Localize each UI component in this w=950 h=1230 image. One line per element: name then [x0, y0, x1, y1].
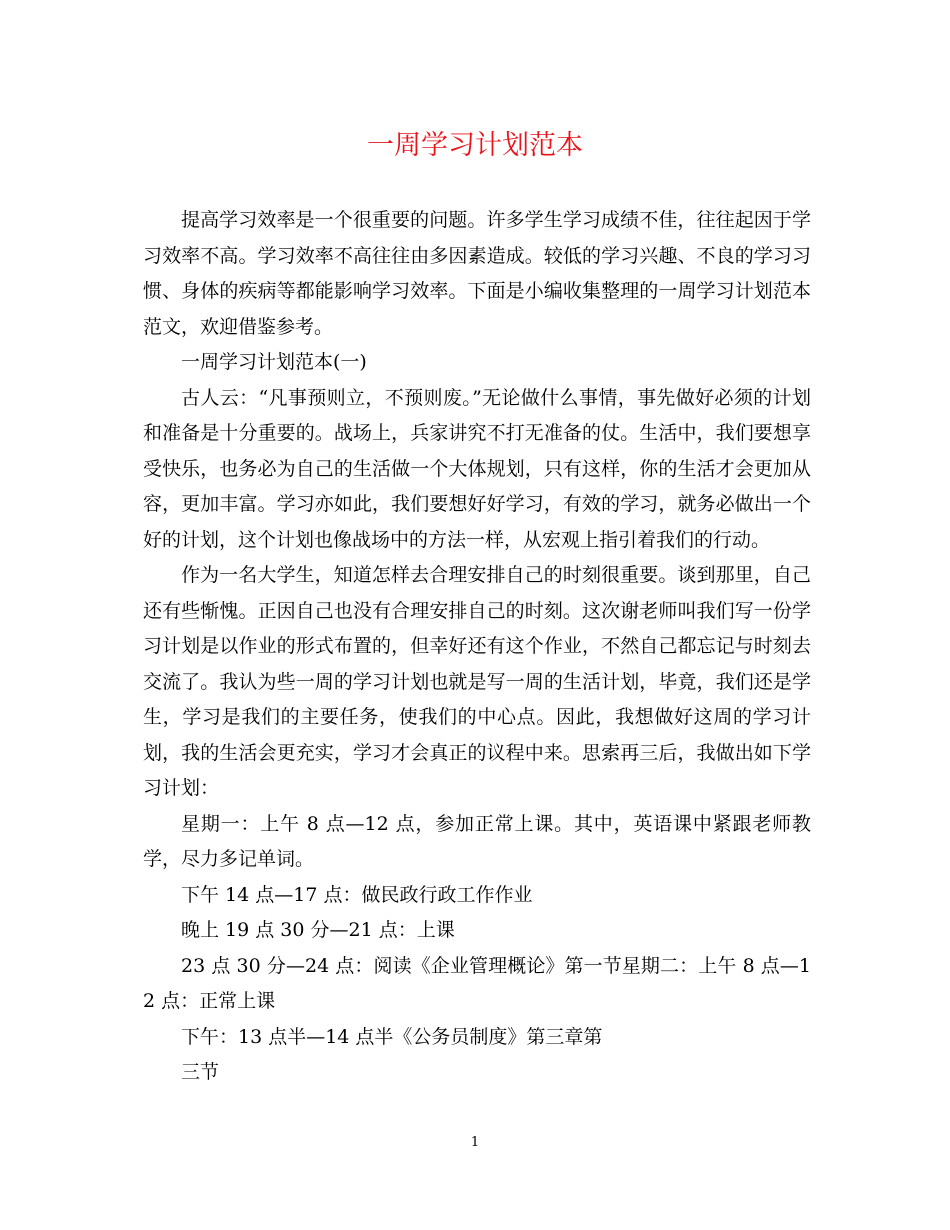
page-number: 1: [470, 1135, 480, 1150]
document-title: 一周学习计划范本: [367, 130, 583, 161]
body-paragraph: 作为一名大学生，知道怎样去合理安排自己的时刻很重要。谈到那里，自己还有些惭愧。正因自己也没有合理安排自己的时刻。这次谢老师叫我们写一份学习计划是以作业的形式布置的，但幸好还有这个作业，不然自己都忘记与时刻去交流了。我认为些一周的学习计划也就是写一周的生活计划，毕竟，我们还是学生，学习是我们的主要任务，使我们的中心点。因此，我想做好这周的学习计划，我的生活会更充实，学习才会真正的议程中来。思索再三后，我做出如下学习计划：: [143, 564, 811, 799]
section-heading: 一周学习计划范本(一): [181, 351, 367, 373]
schedule-item: 23 点 30 分—24 点：阅读《企业管理概论》第一节星期二：上午 8 点—12 点：正常上课: [143, 954, 811, 1012]
schedule-item: 下午 14 点—17 点：做民政行政工作作业: [181, 883, 533, 906]
intro-paragraph: 提高学习效率是一个很重要的问题。许多学生学习成绩不佳，往往起因于学习效率不高。学习效率不高往往由多因素造成。较低的学习兴趣、不良的学习习惯、身体的疾病等都能影响学习效率。下面是小编收集整理的一周学习计划范本范文，欢迎借鉴参考。: [143, 209, 811, 338]
schedule-item: 下午：13 点半—14 点半《公务员制度》第三章第: [181, 1025, 603, 1048]
schedule-item: 三节: [181, 1061, 220, 1083]
body-paragraph: 古人云：“凡事预则立，不预则废。”无论做什么事情，事先做好必须的计划和准备是十分重要的。战场上，兵家讲究不打无准备的仗。生活中，我们要想享受快乐，也务必为自己的生活做一个大体规划，只有这样，你的生活才会更加从容，更加丰富。学习亦如此，我们要想好好学习，有效的学习，就务必做出一个好的计划，这个计划也像战场中的方法一样，从宏观上指引着我们的行动。: [143, 386, 811, 551]
document-body: [143, 203, 811, 1091]
schedule-item: 晚上 19 点 30 分—21 点：上课: [181, 919, 455, 941]
schedule-item: 星期一：上午 8 点—12 点，参加正常上课。其中，英语课中紧跟老师教学，尽力多记单词。: [143, 812, 811, 870]
